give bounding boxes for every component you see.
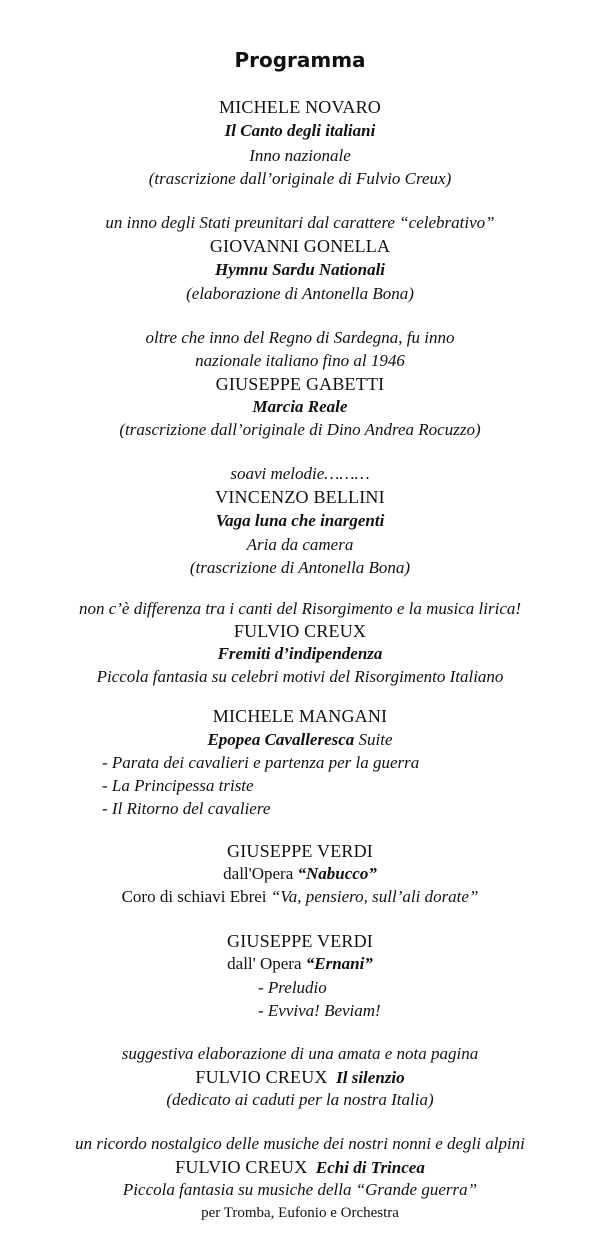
chorus-line: [0, 886, 600, 908]
movement-item: - La Principessa triste: [102, 776, 254, 795]
opera-title: “Ernani”: [305, 954, 373, 973]
work-epopea: [0, 729, 600, 751]
work-subtitle: Piccola fantasia su celebri motivi del Risorgimento Italiano: [96, 667, 504, 686]
work-silenzio: Il silenzio: [336, 1068, 405, 1087]
opera-prefix: dall' Opera: [227, 954, 306, 973]
work-vaga-luna: Vaga luna che inargenti: [215, 511, 385, 530]
composer-verdi: GIUSEPPE VERDI: [227, 931, 373, 951]
composer-novaro: MICHELE NOVARO: [219, 97, 381, 117]
work-echi-di-trincea: Echi di Trincea: [315, 1158, 425, 1177]
composer-verdi: GIUSEPPE VERDI: [227, 841, 373, 861]
block-intro: non c’è differenza tra i canti del Risorgimento e la musica lirica!: [78, 599, 522, 618]
work-subtitle: Inno nazionale: [249, 146, 351, 165]
block-intro: suggestiva elaborazione di una amata e nota pagina: [121, 1044, 479, 1063]
work-canto-degli-italiani: Il Canto degli italiani: [224, 121, 376, 140]
block-intro: oltre che inno del Regno di Sardegna, fu inno: [145, 328, 455, 347]
silenzio-line: [0, 1066, 600, 1089]
opera-line: [0, 863, 600, 885]
block-intro: un inno degli Stati preunitari dal carattere “celebrativo”: [105, 213, 495, 232]
block-intro: nazionale italiano fino al 1946: [195, 351, 405, 370]
work-suffix: Suite: [354, 730, 393, 749]
movement-item: - Parata dei cavalieri e partenza per la guerra: [102, 753, 420, 772]
work-hymnu-sardu: Hymnu Sardu Nationali: [214, 260, 386, 279]
composer-gonella: GIOVANNI GONELLA: [209, 236, 391, 256]
opera-line: [0, 953, 600, 975]
work-fremiti: Fremiti d’indipendenza: [217, 644, 383, 663]
work-note: (dedicato ai caduti per la nostra Italia): [166, 1090, 434, 1109]
chorus-quote: “Va, pensiero, sull’ali dorate”: [270, 887, 479, 906]
composer-creux: FULVIO CREUX: [195, 1067, 328, 1087]
chorus-prefix: Coro di schiavi Ebrei: [121, 887, 271, 906]
instrumentation: per Tromba, Eufonio e Orchestra: [201, 1205, 399, 1221]
movement-item: - Il Ritorno del cavaliere: [102, 799, 271, 818]
composer-mangani: MICHELE MANGANI: [212, 706, 388, 726]
work-title: Epopea Cavalleresca: [207, 730, 355, 749]
trincea-line: [0, 1156, 600, 1179]
block-intro: un ricordo nostalgico delle musiche dei nostri nonni e degli alpini: [75, 1134, 525, 1153]
composer-gabetti: GIUSEPPE GABETTI: [215, 374, 385, 394]
movement-item: - Evviva! Beviam!: [258, 1001, 381, 1020]
opera-prefix: dall'Opera: [223, 864, 298, 883]
work-marcia-reale: Marcia Reale: [252, 397, 348, 416]
composer-bellini: VINCENZO BELLINI: [215, 487, 385, 507]
work-subtitle: Aria da camera: [246, 535, 354, 554]
work-note: (trascrizione dall’originale di Dino Andrea Rocuzzo): [119, 420, 481, 439]
work-note: (trascrizione di Antonella Bona): [189, 558, 411, 577]
composer-creux: FULVIO CREUX: [233, 621, 367, 641]
composer-creux: FULVIO CREUX: [175, 1157, 308, 1177]
work-note: (trascrizione dall’originale di Fulvio Creux): [148, 169, 452, 188]
movement-item: - Preludio: [258, 978, 327, 997]
page-title: Programma: [234, 48, 366, 72]
opera-title: “Nabucco”: [297, 864, 377, 883]
work-subtitle: Piccola fantasia su musiche della “Grande guerra”: [122, 1180, 478, 1199]
block-intro: soavi melodie………: [230, 464, 370, 483]
work-note: (elaborazione di Antonella Bona): [186, 284, 414, 303]
